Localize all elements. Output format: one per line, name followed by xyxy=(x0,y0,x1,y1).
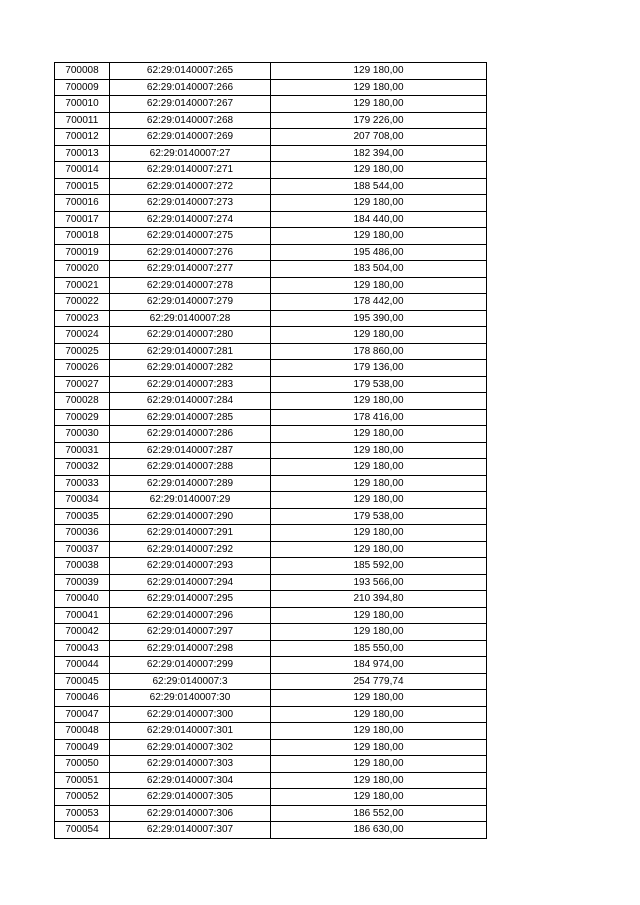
value-cell: 182 394,00 xyxy=(271,145,487,162)
table-row xyxy=(55,426,487,443)
table-row xyxy=(55,805,487,822)
cadastral-number-cell: 62:29:0140007:307 xyxy=(110,822,271,839)
value-cell: 183 504,00 xyxy=(271,261,487,278)
cadastral-number-cell: 62:29:0140007:287 xyxy=(110,442,271,459)
value-cell: 129 180,00 xyxy=(271,459,487,476)
row-number-cell: 700045 xyxy=(55,673,110,690)
value-cell: 184 440,00 xyxy=(271,211,487,228)
cadastral-number-cell: 62:29:0140007:272 xyxy=(110,178,271,195)
table-row xyxy=(55,211,487,228)
value-cell: 179 538,00 xyxy=(271,376,487,393)
row-number-cell: 700028 xyxy=(55,393,110,410)
value-cell: 178 416,00 xyxy=(271,409,487,426)
value-cell: 129 180,00 xyxy=(271,162,487,179)
row-number-cell: 700030 xyxy=(55,426,110,443)
value-cell: 129 180,00 xyxy=(271,756,487,773)
row-number-cell: 700032 xyxy=(55,459,110,476)
table-row xyxy=(55,822,487,839)
row-number-cell: 700044 xyxy=(55,657,110,674)
value-cell: 195 486,00 xyxy=(271,244,487,261)
cadastral-number-cell: 62:29:0140007:295 xyxy=(110,591,271,608)
table-row xyxy=(55,162,487,179)
table-row xyxy=(55,327,487,344)
value-cell: 129 180,00 xyxy=(271,607,487,624)
cadastral-number-cell: 62:29:0140007:281 xyxy=(110,343,271,360)
cadastral-number-cell: 62:29:0140007:269 xyxy=(110,129,271,146)
row-number-cell: 700043 xyxy=(55,640,110,657)
row-number-cell: 700031 xyxy=(55,442,110,459)
table-row xyxy=(55,789,487,806)
cadastral-value-table xyxy=(54,62,487,839)
cadastral-number-cell: 62:29:0140007:306 xyxy=(110,805,271,822)
table-row xyxy=(55,195,487,212)
value-cell: 129 180,00 xyxy=(271,277,487,294)
value-cell: 129 180,00 xyxy=(271,195,487,212)
table-row xyxy=(55,96,487,113)
cadastral-number-cell: 62:29:0140007:305 xyxy=(110,789,271,806)
row-number-cell: 700047 xyxy=(55,706,110,723)
table-row xyxy=(55,772,487,789)
row-number-cell: 700054 xyxy=(55,822,110,839)
value-cell: 129 180,00 xyxy=(271,393,487,410)
table-row xyxy=(55,310,487,327)
value-cell: 186 630,00 xyxy=(271,822,487,839)
row-number-cell: 700011 xyxy=(55,112,110,129)
table-row xyxy=(55,63,487,80)
table-row xyxy=(55,261,487,278)
cadastral-number-cell: 62:29:0140007:303 xyxy=(110,756,271,773)
table-row xyxy=(55,442,487,459)
table-row xyxy=(55,739,487,756)
table-row xyxy=(55,244,487,261)
cadastral-number-cell: 62:29:0140007:284 xyxy=(110,393,271,410)
cadastral-number-cell: 62:29:0140007:279 xyxy=(110,294,271,311)
table-row xyxy=(55,409,487,426)
value-cell: 188 544,00 xyxy=(271,178,487,195)
value-cell: 129 180,00 xyxy=(271,492,487,509)
cadastral-number-cell: 62:29:0140007:271 xyxy=(110,162,271,179)
cadastral-number-cell: 62:29:0140007:300 xyxy=(110,706,271,723)
table-row xyxy=(55,459,487,476)
row-number-cell: 700053 xyxy=(55,805,110,822)
cadastral-number-cell: 62:29:0140007:3 xyxy=(110,673,271,690)
cadastral-number-cell: 62:29:0140007:297 xyxy=(110,624,271,641)
cadastral-number-cell: 62:29:0140007:304 xyxy=(110,772,271,789)
table-row xyxy=(55,376,487,393)
value-cell: 184 974,00 xyxy=(271,657,487,674)
table-row xyxy=(55,277,487,294)
row-number-cell: 700052 xyxy=(55,789,110,806)
value-cell: 129 180,00 xyxy=(271,690,487,707)
row-number-cell: 700015 xyxy=(55,178,110,195)
cadastral-number-cell: 62:29:0140007:27 xyxy=(110,145,271,162)
table-row xyxy=(55,624,487,641)
table-row xyxy=(55,145,487,162)
table-row xyxy=(55,541,487,558)
value-cell: 195 390,00 xyxy=(271,310,487,327)
table-row xyxy=(55,657,487,674)
row-number-cell: 700038 xyxy=(55,558,110,575)
table-row xyxy=(55,360,487,377)
table-row xyxy=(55,673,487,690)
row-number-cell: 700035 xyxy=(55,508,110,525)
cadastral-number-cell: 62:29:0140007:267 xyxy=(110,96,271,113)
table-row xyxy=(55,343,487,360)
table-row xyxy=(55,112,487,129)
cadastral-number-cell: 62:29:0140007:275 xyxy=(110,228,271,245)
row-number-cell: 700026 xyxy=(55,360,110,377)
table-row xyxy=(55,178,487,195)
value-cell: 129 180,00 xyxy=(271,789,487,806)
table-row xyxy=(55,706,487,723)
row-number-cell: 700029 xyxy=(55,409,110,426)
cadastral-number-cell: 62:29:0140007:290 xyxy=(110,508,271,525)
value-cell: 129 180,00 xyxy=(271,624,487,641)
cadastral-number-cell: 62:29:0140007:285 xyxy=(110,409,271,426)
row-number-cell: 700022 xyxy=(55,294,110,311)
value-cell: 129 180,00 xyxy=(271,525,487,542)
cadastral-number-cell: 62:29:0140007:283 xyxy=(110,376,271,393)
row-number-cell: 700016 xyxy=(55,195,110,212)
table-row xyxy=(55,723,487,740)
cadastral-number-cell: 62:29:0140007:277 xyxy=(110,261,271,278)
value-cell: 129 180,00 xyxy=(271,442,487,459)
value-cell: 186 552,00 xyxy=(271,805,487,822)
cadastral-number-cell: 62:29:0140007:293 xyxy=(110,558,271,575)
cadastral-number-cell: 62:29:0140007:286 xyxy=(110,426,271,443)
cadastral-number-cell: 62:29:0140007:276 xyxy=(110,244,271,261)
table-row xyxy=(55,475,487,492)
cadastral-number-cell: 62:29:0140007:298 xyxy=(110,640,271,657)
row-number-cell: 700040 xyxy=(55,591,110,608)
value-cell: 129 180,00 xyxy=(271,327,487,344)
value-cell: 129 180,00 xyxy=(271,772,487,789)
row-number-cell: 700014 xyxy=(55,162,110,179)
table-row xyxy=(55,228,487,245)
cadastral-number-cell: 62:29:0140007:266 xyxy=(110,79,271,96)
table-row xyxy=(55,508,487,525)
row-number-cell: 700019 xyxy=(55,244,110,261)
row-number-cell: 700017 xyxy=(55,211,110,228)
row-number-cell: 700034 xyxy=(55,492,110,509)
row-number-cell: 700050 xyxy=(55,756,110,773)
value-cell: 254 779,74 xyxy=(271,673,487,690)
value-cell: 185 592,00 xyxy=(271,558,487,575)
table-row xyxy=(55,607,487,624)
cadastral-number-cell: 62:29:0140007:289 xyxy=(110,475,271,492)
value-cell: 179 136,00 xyxy=(271,360,487,377)
row-number-cell: 700012 xyxy=(55,129,110,146)
cadastral-number-cell: 62:29:0140007:273 xyxy=(110,195,271,212)
row-number-cell: 700036 xyxy=(55,525,110,542)
row-number-cell: 700023 xyxy=(55,310,110,327)
cadastral-number-cell: 62:29:0140007:278 xyxy=(110,277,271,294)
cadastral-number-cell: 62:29:0140007:291 xyxy=(110,525,271,542)
value-cell: 129 180,00 xyxy=(271,541,487,558)
table-row xyxy=(55,393,487,410)
row-number-cell: 700008 xyxy=(55,63,110,80)
cadastral-number-cell: 62:29:0140007:296 xyxy=(110,607,271,624)
table-row xyxy=(55,756,487,773)
value-cell: 129 180,00 xyxy=(271,723,487,740)
table-row xyxy=(55,558,487,575)
table-row xyxy=(55,690,487,707)
value-cell: 178 860,00 xyxy=(271,343,487,360)
cadastral-number-cell: 62:29:0140007:265 xyxy=(110,63,271,80)
row-number-cell: 700041 xyxy=(55,607,110,624)
value-cell: 179 226,00 xyxy=(271,112,487,129)
row-number-cell: 700009 xyxy=(55,79,110,96)
value-cell: 129 180,00 xyxy=(271,739,487,756)
value-cell: 129 180,00 xyxy=(271,96,487,113)
value-cell: 129 180,00 xyxy=(271,706,487,723)
row-number-cell: 700021 xyxy=(55,277,110,294)
row-number-cell: 700051 xyxy=(55,772,110,789)
table-row xyxy=(55,525,487,542)
row-number-cell: 700010 xyxy=(55,96,110,113)
row-number-cell: 700042 xyxy=(55,624,110,641)
table-row xyxy=(55,79,487,96)
cadastral-number-cell: 62:29:0140007:294 xyxy=(110,574,271,591)
value-cell: 178 442,00 xyxy=(271,294,487,311)
value-cell: 129 180,00 xyxy=(271,475,487,492)
value-cell: 129 180,00 xyxy=(271,63,487,80)
value-cell: 129 180,00 xyxy=(271,426,487,443)
cadastral-number-cell: 62:29:0140007:288 xyxy=(110,459,271,476)
row-number-cell: 700025 xyxy=(55,343,110,360)
cadastral-number-cell: 62:29:0140007:274 xyxy=(110,211,271,228)
row-number-cell: 700027 xyxy=(55,376,110,393)
value-cell: 193 566,00 xyxy=(271,574,487,591)
value-cell: 129 180,00 xyxy=(271,228,487,245)
value-cell: 207 708,00 xyxy=(271,129,487,146)
row-number-cell: 700018 xyxy=(55,228,110,245)
row-number-cell: 700046 xyxy=(55,690,110,707)
table-row xyxy=(55,492,487,509)
cadastral-number-cell: 62:29:0140007:282 xyxy=(110,360,271,377)
table-row xyxy=(55,574,487,591)
cadastral-number-cell: 62:29:0140007:301 xyxy=(110,723,271,740)
cadastral-number-cell: 62:29:0140007:299 xyxy=(110,657,271,674)
row-number-cell: 700039 xyxy=(55,574,110,591)
cadastral-number-cell: 62:29:0140007:29 xyxy=(110,492,271,509)
cadastral-number-cell: 62:29:0140007:268 xyxy=(110,112,271,129)
row-number-cell: 700033 xyxy=(55,475,110,492)
value-cell: 185 550,00 xyxy=(271,640,487,657)
row-number-cell: 700049 xyxy=(55,739,110,756)
cadastral-number-cell: 62:29:0140007:30 xyxy=(110,690,271,707)
value-cell: 210 394,80 xyxy=(271,591,487,608)
cadastral-number-cell: 62:29:0140007:280 xyxy=(110,327,271,344)
cadastral-number-cell: 62:29:0140007:292 xyxy=(110,541,271,558)
cadastral-number-cell: 62:29:0140007:302 xyxy=(110,739,271,756)
cadastral-number-cell: 62:29:0140007:28 xyxy=(110,310,271,327)
table-body xyxy=(55,63,487,839)
row-number-cell: 700048 xyxy=(55,723,110,740)
value-cell: 129 180,00 xyxy=(271,79,487,96)
value-cell: 179 538,00 xyxy=(271,508,487,525)
table-row xyxy=(55,640,487,657)
row-number-cell: 700013 xyxy=(55,145,110,162)
row-number-cell: 700037 xyxy=(55,541,110,558)
table-row xyxy=(55,294,487,311)
row-number-cell: 700020 xyxy=(55,261,110,278)
table-row xyxy=(55,591,487,608)
row-number-cell: 700024 xyxy=(55,327,110,344)
table-row xyxy=(55,129,487,146)
